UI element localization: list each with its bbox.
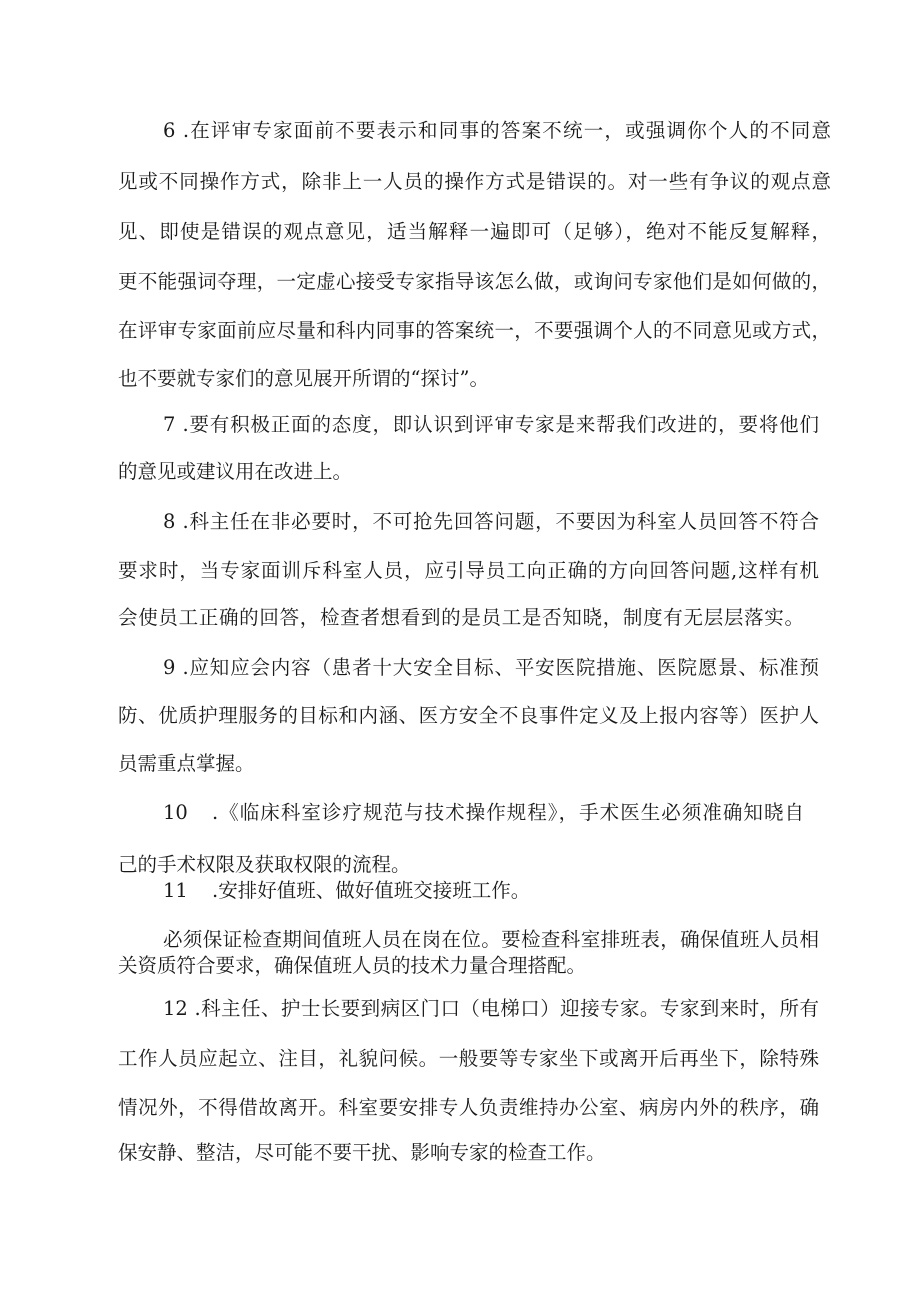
text-line: 保安静、整洁，尽可能不要干扰、影响专家的检查工作。	[118, 1141, 606, 1164]
text-line: 己的手术权限及获取权限的流程。	[118, 853, 411, 876]
text-line: 在评审专家面前应尽量和科内同事的答案统一，不要强调个人的不同意见或方式，	[118, 319, 831, 342]
text-line: 会使员工正确的回答，检查者想看到的是员工是否知晓，制度有无层层落实。	[118, 606, 804, 629]
text-line: 必须保证检查期间值班人员在岗在位。要检查科室排班表，确保值班人员相	[163, 928, 819, 951]
text-line: 更不能强词夺理，一定虚心接受专家指导该怎么做，或询问专家他们是如何做的，	[118, 270, 831, 293]
text-line: 情况外，不得借故离开。科室要安排专人负责维持办公室、病房内外的秩序，确	[118, 1096, 819, 1119]
text-line: 的意见或建议用在改进上。	[118, 460, 353, 483]
text-line: 防、优质护理服务的目标和内涵、医方安全不良事件定义及上报内容等）医护人	[118, 704, 819, 727]
paragraph-number: 11	[163, 879, 188, 902]
text-line: .《临床科室诊疗规范与技术操作规程》，手术医生必须准确知晓自	[212, 801, 804, 824]
text-line: 员需重点掌握。	[118, 752, 255, 775]
text-line: 7 .要有积极正面的态度，即认识到评审专家是来帮我们改进的，要将他们	[163, 413, 819, 436]
text-line: 关资质符合要求，确保值班人员的技术力量合理搭配。	[118, 954, 587, 977]
text-line: 工作人员应起立、注目，礼貌问候。一般要等专家坐下或离开后再坐下，除特殊	[118, 1047, 819, 1070]
text-line: 6 .在评审专家面前不要表示和同事的答案不统一，或强调你个人的不同意	[163, 119, 831, 142]
text-line: 8 .科主任在非必要时，不可抢先回答问题，不要因为科室人员回答不符合	[163, 510, 819, 533]
text-line: 要求时，当专家面训斥科室人员，应引导员工向正确的方向回答问题,这样有机	[118, 559, 819, 582]
text-line: .安排好值班、做好值班交接班工作。	[212, 879, 531, 902]
paragraph-number: 10	[163, 801, 188, 824]
text-line: 12 .科主任、护士长要到病区门口（电梯口）迎接专家。专家到来时，所有	[163, 997, 819, 1020]
text-line: 也不要就专家们的意见展开所谓的“探讨”。	[118, 367, 489, 390]
text-line: 见或不同操作方式，除非上一人员的操作方式是错误的。对一些有争议的观点意	[118, 170, 831, 193]
text-line: 见、即使是错误的观点意见，适当解释一遍即可（足够），绝对不能反复解释，	[118, 220, 831, 243]
text-line: 9 .应知应会内容（患者十大安全目标、平安医院措施、医院愿景、标准预	[163, 656, 819, 679]
